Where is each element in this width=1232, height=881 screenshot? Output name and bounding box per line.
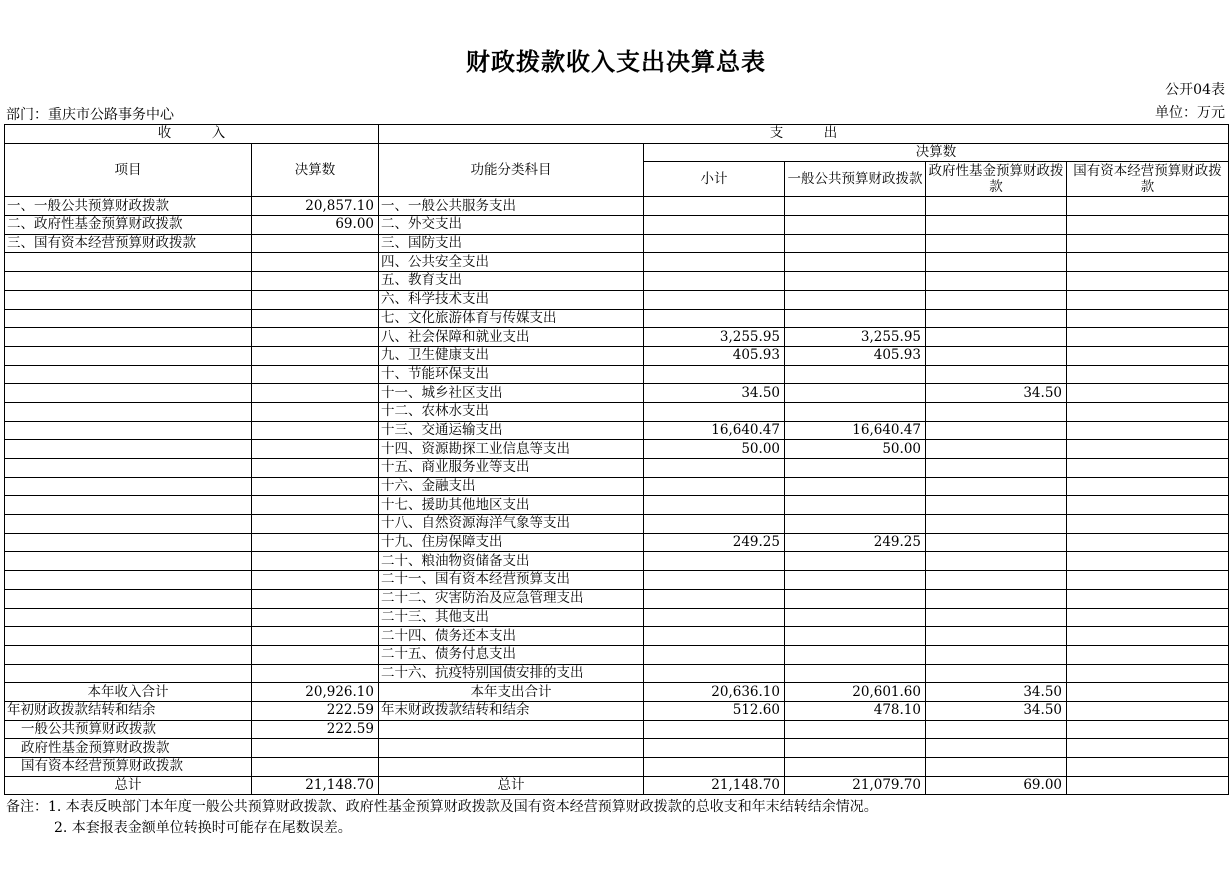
income-amount-cell — [252, 552, 379, 571]
department-label: 部门：重庆市公路事务中心 — [6, 107, 174, 123]
income-item-cell — [5, 346, 252, 365]
function-category-cell: 二十二、灾害防治及应急管理支出 — [379, 589, 644, 608]
gov-fund-cell — [926, 272, 1067, 291]
table-row — [5, 496, 1229, 515]
table-row — [5, 627, 1229, 646]
subtotal-cell — [644, 272, 785, 291]
gov-fund-cell — [926, 571, 1067, 590]
income-item-cell — [5, 290, 252, 309]
state-capital-cell — [1067, 459, 1229, 478]
gov-fund-cell — [926, 515, 1067, 534]
function-category-cell: 一、一般公共服务支出 — [379, 197, 644, 216]
gov-fund-cell — [926, 309, 1067, 328]
income-item-cell — [5, 664, 252, 683]
income-amount-cell — [252, 421, 379, 440]
income-item-cell — [5, 421, 252, 440]
gov-fund-cell: 34.50 — [926, 384, 1067, 403]
general-budget-cell: 249.25 — [785, 533, 926, 552]
subtotal-cell — [644, 664, 785, 683]
general-budget-cell — [785, 552, 926, 571]
carry-capital-label: 国有资本经营预算财政拨款 — [5, 758, 252, 777]
state-capital-cell — [1067, 290, 1229, 309]
gov-fund-cell — [926, 365, 1067, 384]
subtotal-cell: 50.00 — [644, 440, 785, 459]
state-capital-cell — [1067, 253, 1229, 272]
gov-fund-cell — [926, 459, 1067, 478]
state-capital-cell — [1067, 627, 1229, 646]
subtotal-cell — [644, 477, 785, 496]
carry-out-general: 478.10 — [785, 701, 926, 720]
income-item-cell — [5, 645, 252, 664]
carry-over-row — [5, 701, 1229, 720]
gov-fund-cell — [926, 421, 1067, 440]
income-amount-cell — [252, 309, 379, 328]
income-total-value: 20,926.10 — [252, 683, 379, 702]
general-budget-cell — [785, 272, 926, 291]
general-budget-cell — [785, 589, 926, 608]
table-row — [5, 272, 1229, 291]
income-item-cell — [5, 627, 252, 646]
subtotal-cell — [644, 309, 785, 328]
page-title: 财政拨款收入支出决算总表 — [466, 47, 766, 76]
state-capital-cell — [1067, 328, 1229, 347]
state-capital-cell — [1067, 309, 1229, 328]
general-budget-cell — [785, 216, 926, 235]
table-row — [5, 571, 1229, 590]
function-category-header: 功能分类科目 — [379, 143, 644, 197]
carry-out-fund: 34.50 — [926, 701, 1067, 720]
grand-general: 21,079.70 — [785, 776, 926, 795]
state-capital-cell — [1067, 346, 1229, 365]
note-2: 2. 本套报表金额单位转换时可能存在尾数误差。 — [54, 820, 352, 836]
table-row — [5, 664, 1229, 683]
grand-income-label: 总计 — [5, 776, 252, 795]
state-capital-cell — [1067, 197, 1229, 216]
income-item-cell — [5, 533, 252, 552]
gov-fund-cell — [926, 328, 1067, 347]
general-budget-cell — [785, 290, 926, 309]
gov-fund-cell — [926, 234, 1067, 253]
income-amount-cell — [252, 290, 379, 309]
function-category-cell: 八、社会保障和就业支出 — [379, 328, 644, 347]
function-category-cell: 二十、粮油物资储备支出 — [379, 552, 644, 571]
state-capital-cell — [1067, 496, 1229, 515]
table-row — [5, 309, 1229, 328]
income-item-cell: 三、国有资本经营预算财政拨款 — [5, 234, 252, 253]
income-amount-cell — [252, 272, 379, 291]
state-capital-cell — [1067, 533, 1229, 552]
income-item-cell: 一、一般公共预算财政拨款 — [5, 197, 252, 216]
table-row — [5, 440, 1229, 459]
subtotal-cell — [644, 290, 785, 309]
state-capital-cell — [1067, 384, 1229, 403]
general-budget-cell — [785, 664, 926, 683]
function-category-cell: 二十一、国有资本经营预算支出 — [379, 571, 644, 590]
income-item-cell — [5, 365, 252, 384]
table-row — [5, 459, 1229, 478]
subtotal-cell — [644, 234, 785, 253]
function-category-cell: 二十四、债务还本支出 — [379, 627, 644, 646]
income-amount-cell — [252, 608, 379, 627]
income-amount-cell — [252, 459, 379, 478]
income-item-cell — [5, 608, 252, 627]
state-capital-cell — [1067, 664, 1229, 683]
gov-fund-cell — [926, 533, 1067, 552]
budget-table — [4, 124, 1229, 795]
subtotal-cell: 405.93 — [644, 346, 785, 365]
general-budget-cell — [785, 402, 926, 421]
function-category-cell: 七、文化旅游体育与传媒支出 — [379, 309, 644, 328]
gov-fund-cell — [926, 664, 1067, 683]
gov-fund-cell — [926, 290, 1067, 309]
state-capital-cell — [1067, 477, 1229, 496]
expense-total-capital — [1067, 683, 1229, 702]
income-amount-cell — [252, 402, 379, 421]
note-1: 备注：1. 本表反映部门本年度一般公共预算财政拨款、政府性基金预算财政拨款及国有资本经营预算财政拨款的总收支和年末结转结余情况。 — [6, 799, 878, 815]
subtotal-header: 小计 — [644, 162, 785, 197]
table-row — [5, 533, 1229, 552]
function-category-cell: 二十五、债务付息支出 — [379, 645, 644, 664]
grand-subtotal: 21,148.70 — [644, 776, 785, 795]
income-amount-cell — [252, 589, 379, 608]
general-budget-cell: 16,640.47 — [785, 421, 926, 440]
general-budget-cell — [785, 365, 926, 384]
expense-total-general: 20,601.60 — [785, 683, 926, 702]
carry-in-label: 年初财政拨款结转和结余 — [5, 701, 252, 720]
table-row — [5, 608, 1229, 627]
general-budget-cell — [785, 384, 926, 403]
final-amount-header: 决算数 — [252, 143, 379, 197]
function-category-cell: 十、节能环保支出 — [379, 365, 644, 384]
state-capital-cell — [1067, 421, 1229, 440]
income-item-cell — [5, 552, 252, 571]
table-row — [5, 645, 1229, 664]
income-amount-cell — [252, 477, 379, 496]
table-row — [5, 365, 1229, 384]
general-budget-cell: 405.93 — [785, 346, 926, 365]
income-item-cell — [5, 384, 252, 403]
expense-total-label: 本年支出合计 — [379, 683, 644, 702]
carry-in-value: 222.59 — [252, 701, 379, 720]
state-capital-cell — [1067, 515, 1229, 534]
subtotal-cell — [644, 496, 785, 515]
general-budget-cell — [785, 571, 926, 590]
general-budget-cell — [785, 459, 926, 478]
table-row — [5, 552, 1229, 571]
subtotal-cell — [644, 402, 785, 421]
item-header: 项目 — [5, 143, 252, 197]
state-capital-header: 国有资本经营预算财政拨款 — [1067, 162, 1229, 197]
income-header: 收 入 — [5, 125, 379, 144]
state-capital-cell — [1067, 440, 1229, 459]
carry-general-value: 222.59 — [252, 720, 379, 739]
income-amount-cell: 20,857.10 — [252, 197, 379, 216]
gov-fund-cell — [926, 627, 1067, 646]
income-amount-cell — [252, 328, 379, 347]
carry-general-label: 一般公共预算财政拨款 — [5, 720, 252, 739]
function-category-cell: 十六、金融支出 — [379, 477, 644, 496]
function-category-cell: 三、国防支出 — [379, 234, 644, 253]
gov-fund-cell — [926, 589, 1067, 608]
subtotal-cell — [644, 627, 785, 646]
subtotal-cell — [644, 571, 785, 590]
subtotal-cell: 249.25 — [644, 533, 785, 552]
gov-fund-cell — [926, 496, 1067, 515]
income-amount-cell — [252, 384, 379, 403]
function-category-cell: 九、卫生健康支出 — [379, 346, 644, 365]
subtotal-cell: 3,255.95 — [644, 328, 785, 347]
income-amount-cell: 69.00 — [252, 216, 379, 235]
income-amount-cell — [252, 496, 379, 515]
general-budget-cell — [785, 627, 926, 646]
carry-capital-row — [5, 758, 1229, 777]
function-category-cell: 十三、交通运输支出 — [379, 421, 644, 440]
expense-header: 支 出 — [379, 125, 1229, 144]
grand-fund: 69.00 — [926, 776, 1067, 795]
function-category-cell: 十五、商业服务业等支出 — [379, 459, 644, 478]
income-item-cell — [5, 515, 252, 534]
expense-total-subtotal: 20,636.10 — [644, 683, 785, 702]
income-amount-cell — [252, 234, 379, 253]
general-budget-cell: 50.00 — [785, 440, 926, 459]
function-category-cell: 五、教育支出 — [379, 272, 644, 291]
gov-fund-cell — [926, 216, 1067, 235]
income-amount-cell — [252, 571, 379, 590]
general-budget-cell — [785, 515, 926, 534]
subtotal-cell — [644, 365, 785, 384]
income-amount-cell — [252, 346, 379, 365]
general-budget-cell — [785, 234, 926, 253]
function-category-cell: 二、外交支出 — [379, 216, 644, 235]
subtotal-cell — [644, 253, 785, 272]
income-item-cell — [5, 402, 252, 421]
table-row — [5, 384, 1229, 403]
table-row — [5, 402, 1229, 421]
table-row — [5, 328, 1229, 347]
income-amount-cell — [252, 253, 379, 272]
income-amount-cell — [252, 664, 379, 683]
subtotal-cell — [644, 552, 785, 571]
carry-out-label: 年末财政拨款结转和结余 — [379, 701, 644, 720]
gov-fund-cell — [926, 346, 1067, 365]
income-item-cell — [5, 589, 252, 608]
state-capital-cell — [1067, 234, 1229, 253]
table-row — [5, 477, 1229, 496]
general-budget-cell: 3,255.95 — [785, 328, 926, 347]
income-amount-cell — [252, 515, 379, 534]
subtotal-cell: 16,640.47 — [644, 421, 785, 440]
table-row — [5, 346, 1229, 365]
income-amount-cell — [252, 365, 379, 384]
function-category-cell: 二十六、抗疫特别国债安排的支出 — [379, 664, 644, 683]
gov-fund-cell — [926, 197, 1067, 216]
state-capital-cell — [1067, 402, 1229, 421]
carry-out-capital — [1067, 701, 1229, 720]
gov-fund-cell — [926, 608, 1067, 627]
table-row — [5, 589, 1229, 608]
gov-fund-cell — [926, 253, 1067, 272]
subtotal-cell — [644, 216, 785, 235]
gov-fund-cell — [926, 477, 1067, 496]
table-row — [5, 197, 1229, 216]
general-budget-cell — [785, 197, 926, 216]
general-budget-header: 一般公共预算财政拨款 — [785, 162, 926, 197]
income-amount-cell — [252, 533, 379, 552]
income-item-cell — [5, 272, 252, 291]
gov-fund-cell — [926, 440, 1067, 459]
table-row — [5, 216, 1229, 235]
income-item-cell — [5, 309, 252, 328]
gov-fund-cell — [926, 402, 1067, 421]
unit-label: 单位：万元 — [1155, 105, 1225, 121]
table-row — [5, 253, 1229, 272]
function-category-cell: 十四、资源勘探工业信息等支出 — [379, 440, 644, 459]
state-capital-cell — [1067, 571, 1229, 590]
state-capital-cell — [1067, 608, 1229, 627]
income-amount-cell — [252, 627, 379, 646]
function-category-cell: 二十三、其他支出 — [379, 608, 644, 627]
expense-total-fund: 34.50 — [926, 683, 1067, 702]
state-capital-cell — [1067, 272, 1229, 291]
table-row — [5, 515, 1229, 534]
income-amount-cell — [252, 440, 379, 459]
function-category-cell: 十八、自然资源海洋气象等支出 — [379, 515, 644, 534]
final-group-header: 决算数 — [644, 143, 1229, 162]
subtotal-cell: 34.50 — [644, 384, 785, 403]
general-budget-cell — [785, 645, 926, 664]
income-item-cell — [5, 328, 252, 347]
grand-total-row — [5, 776, 1229, 795]
income-item-cell: 二、政府性基金预算财政拨款 — [5, 216, 252, 235]
income-item-cell — [5, 477, 252, 496]
function-category-cell: 六、科学技术支出 — [379, 290, 644, 309]
table-code: 公开04表 — [1165, 82, 1225, 98]
table-row — [5, 290, 1229, 309]
income-item-cell — [5, 253, 252, 272]
general-budget-cell — [785, 309, 926, 328]
state-capital-cell — [1067, 365, 1229, 384]
general-budget-cell — [785, 253, 926, 272]
income-item-cell — [5, 440, 252, 459]
subtotal-cell — [644, 459, 785, 478]
income-item-cell — [5, 496, 252, 515]
income-total-label: 本年收入合计 — [5, 683, 252, 702]
subtotal-cell — [644, 515, 785, 534]
state-capital-cell — [1067, 552, 1229, 571]
subtotal-cell — [644, 197, 785, 216]
gov-fund-cell — [926, 645, 1067, 664]
subtotal-cell — [644, 589, 785, 608]
function-category-cell: 十七、援助其他地区支出 — [379, 496, 644, 515]
table-row — [5, 421, 1229, 440]
carry-fund-row — [5, 739, 1229, 758]
notes — [6, 797, 878, 839]
grand-income-value: 21,148.70 — [252, 776, 379, 795]
grand-expense-label: 总计 — [379, 776, 644, 795]
general-budget-cell — [785, 608, 926, 627]
grand-capital — [1067, 776, 1229, 795]
carry-general-row — [5, 720, 1229, 739]
function-category-cell: 十一、城乡社区支出 — [379, 384, 644, 403]
carry-out-subtotal: 512.60 — [644, 701, 785, 720]
income-amount-cell — [252, 645, 379, 664]
gov-fund-header: 政府性基金预算财政拨款 — [926, 162, 1067, 197]
state-capital-cell — [1067, 589, 1229, 608]
subtotal-cell — [644, 645, 785, 664]
general-budget-cell — [785, 496, 926, 515]
subtotal-cell — [644, 608, 785, 627]
income-item-cell — [5, 571, 252, 590]
function-category-cell: 十九、住房保障支出 — [379, 533, 644, 552]
state-capital-cell — [1067, 216, 1229, 235]
function-category-cell: 十二、农林水支出 — [379, 402, 644, 421]
general-budget-cell — [785, 477, 926, 496]
gov-fund-cell — [926, 552, 1067, 571]
carry-fund-label: 政府性基金预算财政拨款 — [5, 739, 252, 758]
function-category-cell: 四、公共安全支出 — [379, 253, 644, 272]
income-item-cell — [5, 459, 252, 478]
income-total-row — [5, 683, 1229, 702]
table-row — [5, 234, 1229, 253]
state-capital-cell — [1067, 645, 1229, 664]
